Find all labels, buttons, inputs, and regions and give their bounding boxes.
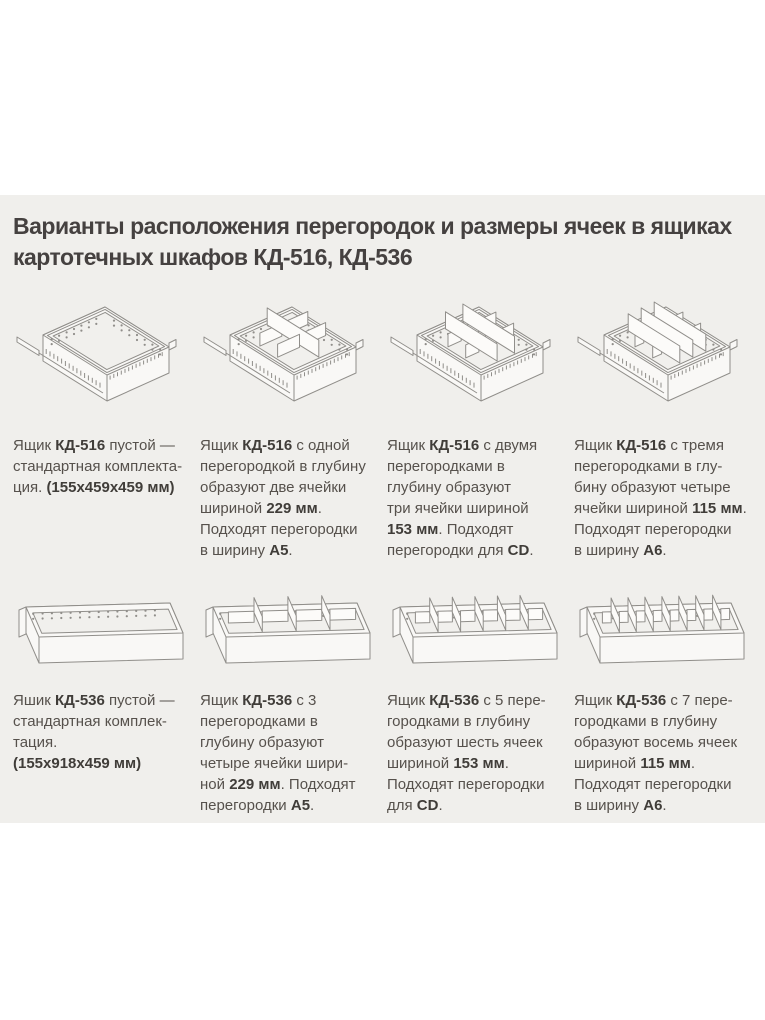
caption-line: Яшик КД-536 пустой —	[13, 692, 175, 709]
caption-line: для CD.	[387, 797, 443, 814]
caption-line: перегородками в	[387, 458, 505, 475]
kd536-7-partitions-caption	[574, 690, 751, 816]
caption-line: тация.	[13, 734, 58, 751]
drawer-card-kd536-3-partitions	[200, 587, 377, 816]
drawer-card-kd516-1-partition	[200, 291, 377, 561]
caption-line: бину образуют четыре	[574, 479, 731, 496]
caption-line: образуют две ячейки	[200, 479, 347, 496]
caption-line: Подходят перегородки	[574, 776, 732, 793]
caption-line: ной 229 мм. Подходят	[200, 776, 356, 793]
kd516-1-partition-drawer-illustration	[200, 291, 377, 413]
caption-line: перегородками в глу-	[574, 458, 723, 475]
drawer-card-kd516-2-partitions	[387, 291, 564, 561]
caption-line: образуют восемь ячеек	[574, 734, 738, 751]
caption-line: Подходят перегородки	[200, 521, 358, 538]
caption-line: глубину образуют	[387, 479, 511, 496]
caption-line: городками в глубину	[387, 713, 531, 730]
drawer-row-kd516	[13, 291, 753, 561]
caption-line: (155х918х459 мм)	[13, 755, 142, 772]
caption-line: три ячейки шириной	[387, 500, 529, 517]
caption-line: стандартная комплекта-	[13, 458, 183, 475]
caption-line: ция. (155х459х459 мм)	[13, 479, 175, 496]
kd536-empty-caption	[13, 690, 190, 774]
kd536-5-partitions-drawer-illustration	[387, 587, 564, 682]
caption-line: Ящик КД-516 пустой —	[13, 437, 175, 454]
kd516-empty-caption	[13, 435, 190, 498]
caption-line: стандартная комплек-	[13, 713, 167, 730]
drawer-row-kd536	[13, 587, 753, 816]
page-title-line-2: картотечных шкафов КД-516, КД-536	[13, 244, 413, 270]
drawer-card-kd536-7-partitions	[574, 587, 751, 816]
info-panel	[0, 195, 765, 823]
caption-line: глубину образуют	[200, 734, 324, 751]
kd536-3-partitions-drawer-illustration	[200, 587, 377, 682]
page-title-line-1: Варианты расположения перегородок и размеры ячеек в ящиках	[13, 213, 732, 239]
caption-line: в ширину А5.	[200, 542, 293, 559]
caption-line: шириной 115 мм.	[574, 755, 696, 772]
kd516-empty-drawer-illustration	[13, 291, 190, 413]
drawer-card-kd536-empty	[13, 587, 190, 816]
caption-line: перегородкой в глубину	[200, 458, 366, 475]
kd536-empty-drawer-illustration	[13, 587, 190, 682]
caption-line: перегородки А5.	[200, 797, 315, 814]
caption-line: в ширину А6.	[574, 542, 667, 559]
caption-line: Подходят перегородки	[387, 776, 545, 793]
caption-line: шириной 229 мм.	[200, 500, 322, 517]
caption-line: перегородки для CD.	[387, 542, 534, 559]
caption-line: ячейки шириной 115 мм.	[574, 500, 747, 517]
caption-line: Ящик КД-536 с 7 пере-	[574, 692, 733, 709]
caption-line: городками в глубину	[574, 713, 718, 730]
kd516-2-partitions-caption	[387, 435, 564, 561]
caption-line: Ящик КД-516 с тремя	[574, 437, 724, 454]
drawer-card-kd536-5-partitions	[387, 587, 564, 816]
caption-line: четыре ячейки шири-	[200, 755, 349, 772]
kd536-7-partitions-drawer-illustration	[574, 587, 751, 682]
kd536-3-partitions-caption	[200, 690, 377, 816]
drawer-card-kd516-3-partitions	[574, 291, 751, 561]
caption-line: перегородками в	[200, 713, 318, 730]
caption-line: Ящик КД-536 с 5 пере-	[387, 692, 546, 709]
caption-line: в ширину А6.	[574, 797, 667, 814]
page-title	[13, 211, 753, 273]
kd516-3-partitions-drawer-illustration	[574, 291, 751, 413]
drawer-card-kd516-empty	[13, 291, 190, 561]
kd516-3-partitions-caption	[574, 435, 751, 561]
kd516-1-partition-caption	[200, 435, 377, 561]
caption-line: Ящик КД-536 с 3	[200, 692, 317, 709]
caption-line: Ящик КД-516 с одной	[200, 437, 350, 454]
kd536-5-partitions-caption	[387, 690, 564, 816]
caption-line: образуют шесть ячеек	[387, 734, 543, 751]
caption-line: 153 мм. Подходят	[387, 521, 514, 538]
caption-line: шириной 153 мм.	[387, 755, 509, 772]
caption-line: Ящик КД-516 с двумя	[387, 437, 538, 454]
caption-line: Подходят перегородки	[574, 521, 732, 538]
kd516-2-partitions-drawer-illustration	[387, 291, 564, 413]
